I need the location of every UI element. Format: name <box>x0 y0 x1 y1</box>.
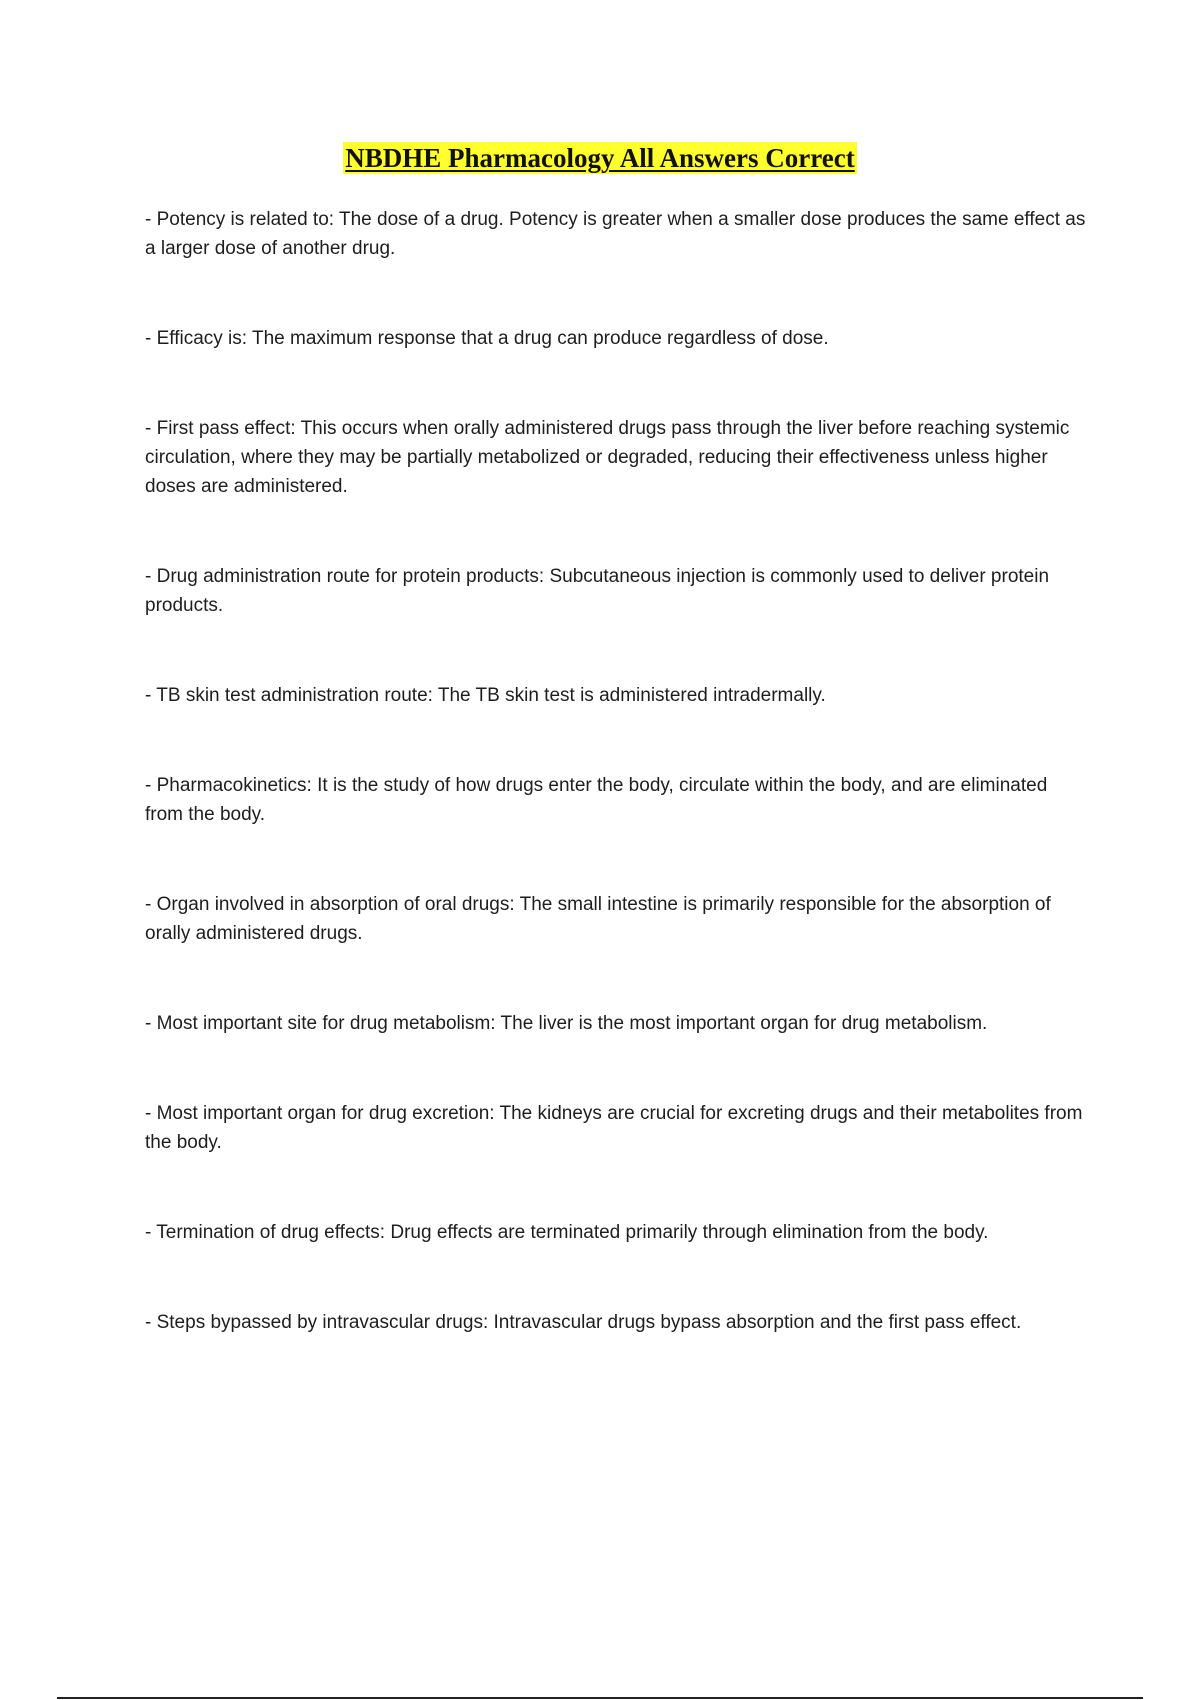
entry-answer: The dose of a drug. Potency is greater when a smaller dose produces the same effect as a larger dose of another drug. <box>145 209 1086 259</box>
entry-answer: The liver is the most important organ for drug metabolism. <box>500 1013 988 1034</box>
qa-entry <box>145 562 1090 620</box>
bottom-divider <box>57 1697 1143 1699</box>
entry-term: - First pass effect: <box>145 418 296 439</box>
qa-entry <box>145 324 1090 353</box>
title-container <box>0 142 1200 174</box>
entry-term: - Pharmacokinetics: <box>145 775 312 796</box>
entry-answer: This occurs when orally administered drugs pass through the liver before reaching systemic circulation, where they may be partially metabolized or degraded, reducing their effectiveness unless higher doses are administered. <box>145 418 1070 497</box>
qa-entry <box>145 890 1090 948</box>
entry-term: - Drug administration route for protein products: <box>145 566 545 587</box>
qa-entry <box>145 1009 1090 1038</box>
entry-term: - Most important site for drug metabolism: <box>145 1013 496 1034</box>
entry-answer: Drug effects are terminated primarily through elimination from the body. <box>390 1222 989 1243</box>
entry-answer: Intravascular drugs bypass absorption and the first pass effect. <box>493 1312 1022 1333</box>
qa-entry <box>145 1308 1090 1337</box>
entry-answer: It is the study of how drugs enter the body, circulate within the body, and are eliminated from the body. <box>145 775 1048 825</box>
entry-term: - Efficacy is: <box>145 328 248 349</box>
entry-term: - Potency is related to: <box>145 209 335 230</box>
qa-entry <box>145 771 1090 829</box>
qa-entry <box>145 414 1090 501</box>
entry-term: - Termination of drug effects: <box>145 1222 386 1243</box>
entry-answer: The TB skin test is administered intradermally. <box>437 685 826 706</box>
entry-answer: Subcutaneous injection is commonly used to deliver protein products. <box>145 566 1050 616</box>
qa-entry <box>145 681 1090 710</box>
qa-entry <box>145 1218 1090 1247</box>
entry-answer: The maximum response that a drug can produce regardless of dose. <box>252 328 829 349</box>
entry-answer: The kidneys are crucial for excreting drugs and their metabolites from the body. <box>145 1103 1083 1153</box>
qa-list <box>145 205 1090 1398</box>
entry-term: - Organ involved in absorption of oral drugs: <box>145 894 515 915</box>
entry-term: - Most important organ for drug excretion: <box>145 1103 495 1124</box>
page-title: NBDHE Pharmacology All Answers Correct <box>345 143 855 173</box>
qa-entry <box>145 1099 1090 1157</box>
entry-answer: The small intestine is primarily responsible for the absorption of orally administered drugs. <box>145 894 1051 944</box>
entry-term: - Steps bypassed by intravascular drugs: <box>145 1312 489 1333</box>
qa-entry <box>145 205 1090 263</box>
entry-term: - TB skin test administration route: <box>145 685 433 706</box>
